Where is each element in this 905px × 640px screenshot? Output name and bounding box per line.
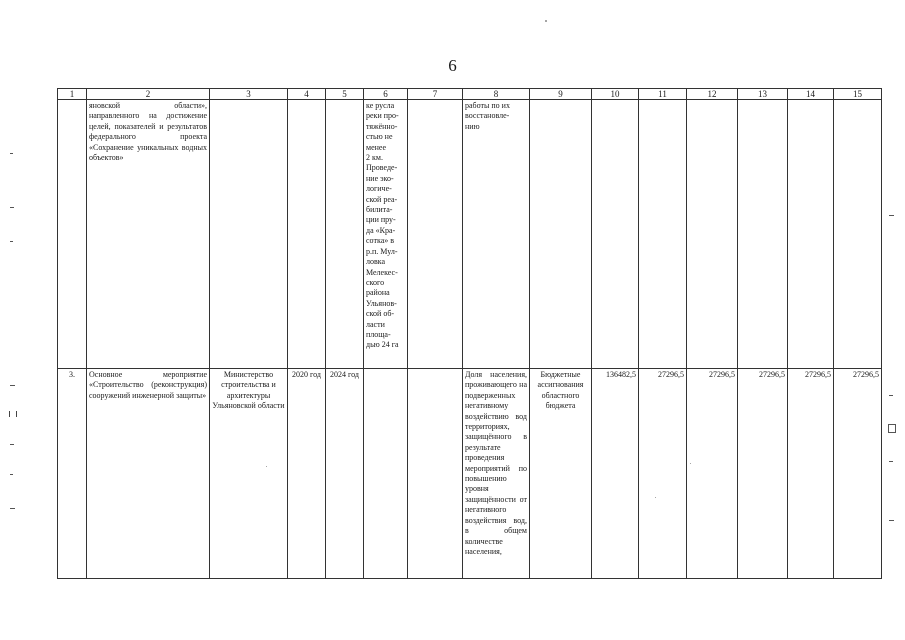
- column-number: 8: [463, 89, 530, 100]
- margin-mark: [889, 215, 894, 216]
- scan-speck: [266, 466, 267, 467]
- scan-speck: [690, 463, 691, 464]
- margin-mark: [10, 153, 13, 154]
- column-number: 9: [530, 89, 592, 100]
- cell-index: 3.: [58, 369, 87, 579]
- column-number: 15: [834, 89, 882, 100]
- cell-indicator: работы по их восстановле- нию: [463, 100, 530, 369]
- cell-year-value: 27296,5: [639, 369, 687, 579]
- margin-mark: [889, 461, 893, 462]
- scan-speck: [655, 497, 656, 498]
- cell-total: [592, 100, 639, 369]
- table-row: [58, 100, 882, 369]
- column-number: 13: [738, 89, 788, 100]
- scan-speck: [545, 20, 547, 22]
- margin-mark: [889, 395, 893, 396]
- column-number: 7: [408, 89, 463, 100]
- margin-mark: [888, 424, 896, 433]
- cell-col7: [408, 100, 463, 369]
- column-number: 6: [364, 89, 408, 100]
- cell-year-value: [738, 100, 788, 369]
- page-number: 6: [448, 56, 457, 75]
- cell-col7: [408, 369, 463, 579]
- cell-year-value: [639, 100, 687, 369]
- margin-mark: [9, 411, 17, 417]
- cell-year-value: [788, 100, 834, 369]
- column-number: 10: [592, 89, 639, 100]
- program-table: [57, 88, 882, 579]
- margin-mark: [889, 520, 894, 521]
- cell-description: ке русла реки про- тяжённо- стью не менее 2 км. Проведе- ние эко- логиче- ской реа- билита- ции пру- да «Кра- сотка» в р.п. Мул- ловка Мелекес- ского района Ульянов- ской об- ласти площа- дью 24 га: [364, 100, 408, 369]
- column-number: 12: [687, 89, 738, 100]
- cell-year-value: 27296,5: [834, 369, 882, 579]
- cell-start-year: [288, 100, 326, 369]
- cell-description: [364, 369, 408, 579]
- cell-funding-source: Бюджетные ассигнования областного бюджета: [530, 369, 592, 579]
- cell-year-value: 27296,5: [788, 369, 834, 579]
- cell-year-value: 27296,5: [687, 369, 738, 579]
- cell-total: 136482,5: [592, 369, 639, 579]
- column-number: 1: [58, 89, 87, 100]
- cell-responsible: Министерство строительства и архитектуры Ульяновской области: [210, 369, 288, 579]
- cell-measure-name: Основное мероприятие «Строительство (реконструкция) сооружений инженерной защиты»: [87, 369, 210, 579]
- cell-end-year: 2024 год: [326, 369, 364, 579]
- column-number: 11: [639, 89, 687, 100]
- column-number: 3: [210, 89, 288, 100]
- margin-mark: [10, 207, 14, 208]
- margin-mark: [10, 508, 15, 509]
- cell-funding-source: [530, 100, 592, 369]
- cell-indicator: Доля населения, проживающего на подверженных негативному воздействию вод территориях, защищённого в результате проведения мероприятий по повышению уровня защищённости от негативного воздействия вод, в общем количестве населения,: [463, 369, 530, 579]
- cell-year-value: [834, 100, 882, 369]
- column-number-row: [58, 89, 882, 100]
- cell-measure-name: яновской области», направленного на достижение целей, показателей и результатов федерального проекта «Сохранение уникальных водных объектов»: [87, 100, 210, 369]
- cell-end-year: [326, 100, 364, 369]
- table-row: [58, 369, 882, 579]
- cell-index: [58, 100, 87, 369]
- column-number: 5: [326, 89, 364, 100]
- column-number: 4: [288, 89, 326, 100]
- margin-mark: [10, 474, 13, 475]
- cell-start-year: 2020 год: [288, 369, 326, 579]
- column-number: 2: [87, 89, 210, 100]
- margin-mark: [10, 241, 13, 242]
- cell-responsible: [210, 100, 288, 369]
- cell-year-value: 27296,5: [738, 369, 788, 579]
- margin-mark: [10, 444, 14, 445]
- cell-year-value: [687, 100, 738, 369]
- margin-mark: [10, 385, 15, 386]
- column-number: 14: [788, 89, 834, 100]
